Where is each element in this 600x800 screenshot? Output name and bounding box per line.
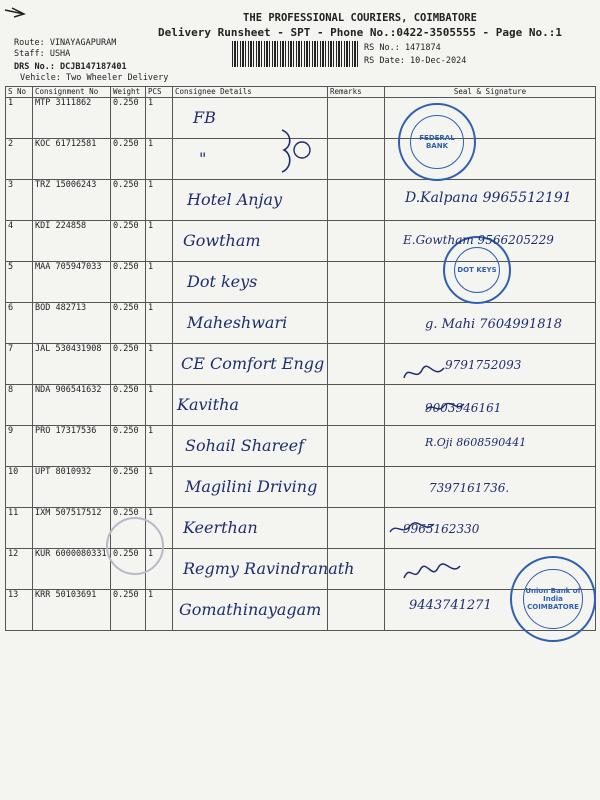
remarks-cell bbox=[328, 385, 385, 426]
consignee-details: Magilini Driving bbox=[185, 477, 318, 496]
consignee-cell bbox=[173, 508, 328, 549]
consignment-number: TRZ 15006243 bbox=[33, 180, 111, 221]
weight: 0.250 bbox=[111, 385, 146, 426]
stamp-text: FEDERAL BANK bbox=[410, 115, 464, 169]
row-sno: 2 bbox=[6, 139, 33, 180]
consignee-cell bbox=[173, 344, 328, 385]
consignee-details: Sohail Shareef bbox=[185, 436, 305, 455]
seal-signature-cell bbox=[385, 508, 596, 549]
union-bank-stamp bbox=[510, 556, 596, 642]
consignee-cell bbox=[173, 180, 328, 221]
weight: 0.250 bbox=[111, 98, 146, 139]
weight: 0.250 bbox=[111, 467, 146, 508]
consignee-cell bbox=[173, 590, 328, 631]
weight: 0.250 bbox=[111, 508, 146, 549]
remarks-cell bbox=[328, 426, 385, 467]
consignee-details: " bbox=[199, 149, 207, 168]
seal-signature-cell bbox=[385, 426, 596, 467]
pcs: 1 bbox=[146, 385, 173, 426]
weight: 0.250 bbox=[111, 344, 146, 385]
consignee-cell bbox=[173, 303, 328, 344]
row-sno: 4 bbox=[6, 221, 33, 262]
consignment-number: JAL 530431908 bbox=[33, 344, 111, 385]
signature-text: 9791752093 bbox=[445, 358, 522, 372]
rs-number: RS No.: 1471874 bbox=[364, 43, 441, 53]
signature-text: E.Gowtham 9566205229 bbox=[403, 233, 554, 247]
consignment-number: KUR 6000080331 bbox=[33, 549, 111, 590]
seal-signature-cell bbox=[385, 180, 596, 221]
signature-text: 9443741271 bbox=[409, 598, 492, 613]
weight: 0.250 bbox=[111, 139, 146, 180]
signature-text: 9965162330 bbox=[403, 522, 480, 536]
consignee-cell bbox=[173, 549, 355, 590]
consignment-number: BOD 482713 bbox=[33, 303, 111, 344]
table-row bbox=[6, 180, 596, 221]
weight: 0.250 bbox=[111, 180, 146, 221]
col-header: Seal & Signature bbox=[385, 87, 596, 98]
row-sno: 13 bbox=[6, 590, 33, 631]
consignment-number: KOC 61712581 bbox=[33, 139, 111, 180]
row-sno: 3 bbox=[6, 180, 33, 221]
signature-text: 7397161736. bbox=[429, 481, 510, 495]
remarks-cell bbox=[328, 221, 385, 262]
seal-signature-cell bbox=[385, 467, 596, 508]
weight: 0.250 bbox=[111, 262, 146, 303]
row-sno: 9 bbox=[6, 426, 33, 467]
pcs: 1 bbox=[146, 303, 173, 344]
page-corner-mark-icon bbox=[4, 6, 26, 18]
consignment-number: PRO 17317536 bbox=[33, 426, 111, 467]
pcs: 1 bbox=[146, 262, 173, 303]
remarks-cell bbox=[328, 549, 385, 590]
row-sno: 8 bbox=[6, 385, 33, 426]
weight: 0.250 bbox=[111, 303, 146, 344]
table-header-row bbox=[6, 87, 596, 98]
pcs: 1 bbox=[146, 221, 173, 262]
pcs: 1 bbox=[146, 180, 173, 221]
drs-number: DRS No.: DCJB147187401 bbox=[14, 62, 127, 72]
consignment-number: KRR 50103691 bbox=[33, 590, 111, 631]
pcs: 1 bbox=[146, 344, 173, 385]
row-sno: 7 bbox=[6, 344, 33, 385]
signature-scribble-icon bbox=[402, 560, 462, 584]
stamp-text: DOT KEYS bbox=[454, 247, 501, 294]
table-row bbox=[6, 549, 596, 590]
route: Route: VINAYAGAPURAM bbox=[14, 38, 117, 48]
signature-text: R.Oji 8608590441 bbox=[425, 436, 527, 449]
table-row bbox=[6, 385, 596, 426]
signature-text: D.Kalpana 9965512191 bbox=[405, 190, 572, 206]
pcs: 1 bbox=[146, 508, 173, 549]
table-row bbox=[6, 590, 596, 631]
col-header: Remarks bbox=[328, 87, 385, 98]
weight: 0.250 bbox=[111, 590, 146, 631]
pcs: 1 bbox=[146, 139, 173, 180]
runsheet-title: Delivery Runsheet - SPT - Phone No.:0422-3505555 - Page No.:1 bbox=[158, 26, 562, 39]
col-header: Consignee Details bbox=[173, 87, 328, 98]
consignee-cell bbox=[173, 221, 328, 262]
pcs: 1 bbox=[146, 590, 173, 631]
consignee-details: Gowtham bbox=[183, 231, 261, 250]
pcs: 1 bbox=[146, 467, 173, 508]
consignee-cell bbox=[173, 385, 328, 426]
row-sno: 5 bbox=[6, 262, 33, 303]
faint-stamp bbox=[106, 517, 164, 575]
col-header: S No bbox=[6, 87, 33, 98]
row-sno: 10 bbox=[6, 467, 33, 508]
col-header: Consignment No bbox=[33, 87, 111, 98]
consignment-number: UPT 8010932 bbox=[33, 467, 111, 508]
signature-scribble-icon bbox=[402, 362, 446, 384]
consignee-cell bbox=[173, 426, 328, 467]
federal-bank-stamp bbox=[398, 103, 476, 181]
consignment-number: IXM 507517512 bbox=[33, 508, 111, 549]
weight: 0.250 bbox=[111, 549, 146, 590]
remarks-cell bbox=[328, 303, 385, 344]
col-header: Weight bbox=[111, 87, 146, 98]
consignee-details: Maheshwari bbox=[187, 313, 288, 332]
consignee-details: Kavitha bbox=[177, 395, 239, 414]
remarks-cell bbox=[328, 262, 385, 303]
pcs: 1 bbox=[146, 98, 173, 139]
consignment-number: KDI 224858 bbox=[33, 221, 111, 262]
signature-text: g. Mahi 7604991818 bbox=[425, 317, 563, 332]
consignment-number: MTP 3111862 bbox=[33, 98, 111, 139]
remarks-cell bbox=[328, 467, 385, 508]
col-header: PCS bbox=[146, 87, 173, 98]
remarks-cell bbox=[328, 98, 385, 139]
consignment-number: NDA 906541632 bbox=[33, 385, 111, 426]
row-sno: 6 bbox=[6, 303, 33, 344]
seal-signature-cell bbox=[385, 385, 596, 426]
consignee-details: CE Comfort Engg bbox=[181, 354, 325, 373]
row-sno: 1 bbox=[6, 98, 33, 139]
seal-signature-cell bbox=[385, 303, 596, 344]
consignee-details: FB bbox=[193, 108, 216, 127]
remarks-cell bbox=[328, 180, 385, 221]
consignee-details: Keerthan bbox=[183, 518, 258, 537]
consignee-details: Gomathinayagam bbox=[179, 600, 322, 619]
stamp-text: Union Bank of India COIMBATORE bbox=[523, 569, 582, 628]
table-row bbox=[6, 467, 596, 508]
consignee-details: Dot keys bbox=[187, 272, 258, 291]
consignee-details: Hotel Anjay bbox=[187, 190, 283, 209]
company-title: THE PROFESSIONAL COURIERS, COIMBATORE bbox=[243, 12, 477, 24]
consignee-details: Regmy Ravindranath bbox=[183, 559, 355, 578]
pcs: 1 bbox=[146, 549, 173, 590]
staff: Staff: USHA bbox=[14, 49, 71, 59]
consignee-cell bbox=[173, 467, 328, 508]
row-sno: 11 bbox=[6, 508, 33, 549]
weight: 0.250 bbox=[111, 221, 146, 262]
barcode bbox=[232, 41, 358, 67]
consignment-number: MAA 705947033 bbox=[33, 262, 111, 303]
signature-text: 9003946161 bbox=[425, 401, 502, 415]
table-row bbox=[6, 426, 596, 467]
table-row bbox=[6, 303, 596, 344]
consignee-cell bbox=[173, 262, 328, 303]
remarks-cell bbox=[328, 508, 385, 549]
pcs: 1 bbox=[146, 426, 173, 467]
rs-date: RS Date: 10-Dec-2024 bbox=[364, 56, 467, 66]
table-row bbox=[6, 508, 596, 549]
remarks-cell bbox=[328, 344, 385, 385]
bracket-mark-icon bbox=[278, 128, 318, 174]
remarks-cell bbox=[328, 590, 385, 631]
row-sno: 12 bbox=[6, 549, 33, 590]
vehicle: Vehicle: Two Wheeler Delivery bbox=[20, 73, 169, 83]
remarks-cell bbox=[328, 139, 385, 180]
table-row bbox=[6, 344, 596, 385]
weight: 0.250 bbox=[111, 426, 146, 467]
